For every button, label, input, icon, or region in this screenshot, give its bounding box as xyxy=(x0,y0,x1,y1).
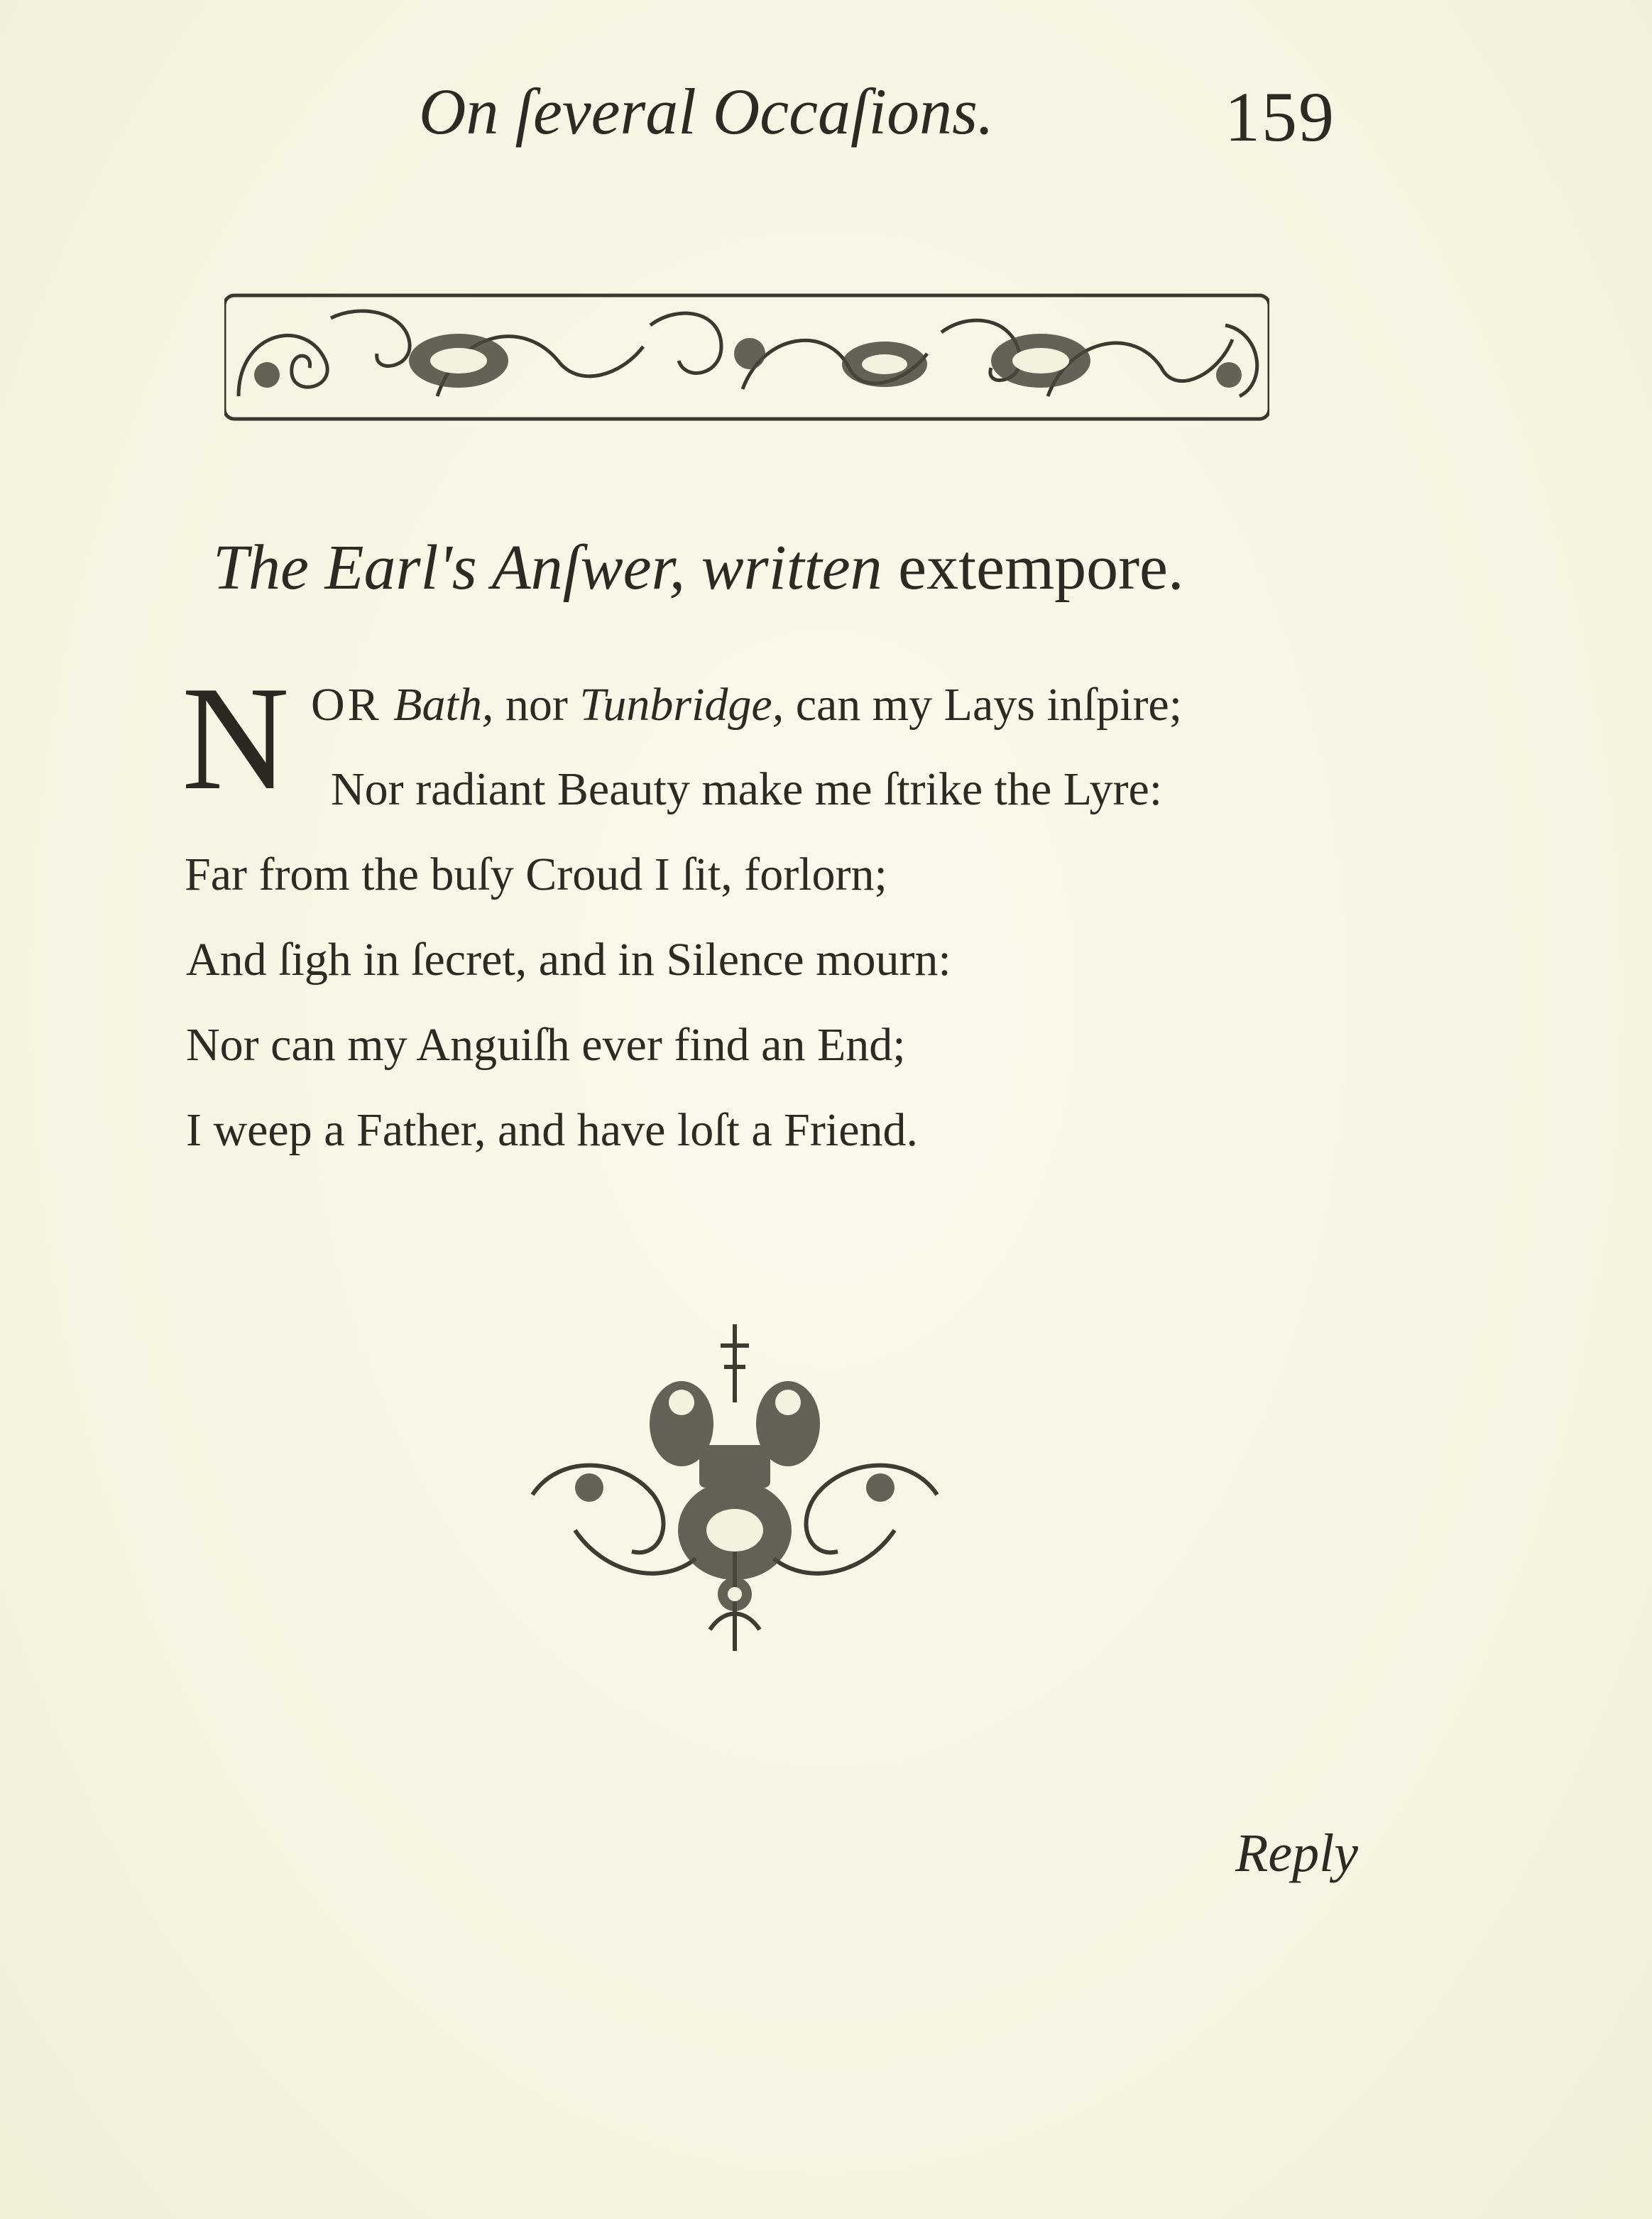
place-name-bath: Bath, xyxy=(393,679,494,731)
page-number: 159 xyxy=(1225,77,1335,156)
line-1-space xyxy=(382,679,394,731)
poem-line-3: Far from the buſy Croud I ſit, forlorn; xyxy=(185,849,887,900)
poem-line-2: Nor radiant Beauty make me ſtrike the Lyre: xyxy=(331,763,1163,815)
headpiece-ornament xyxy=(224,290,1269,425)
catchword: Reply xyxy=(1235,1823,1359,1883)
poem-line-6: I weep a Father, and have loſt a Friend. xyxy=(186,1104,918,1156)
poem-line-1 xyxy=(311,670,1182,741)
poem-line-4: And ſigh in ſecret, and in Silence mourn: xyxy=(186,934,951,986)
poem-title-roman: extempore. xyxy=(898,533,1184,603)
line-1-caps: OR xyxy=(311,679,382,731)
poem-title-italic: The Earl's Anſwer, written xyxy=(213,533,882,603)
tailpiece-ornament xyxy=(518,1317,951,1658)
line-1-text-b: can my Lays inſpire; xyxy=(784,679,1183,731)
poem-title xyxy=(213,525,1320,611)
drop-cap: N xyxy=(182,656,290,821)
line-1-text-a: nor xyxy=(493,679,580,731)
poem-line-5: Nor can my Anguiſh ever find an End; xyxy=(186,1019,906,1071)
running-head: On ſeveral Occaſions. xyxy=(419,75,994,148)
place-name-tunbridge: Tunbridge, xyxy=(579,679,784,731)
